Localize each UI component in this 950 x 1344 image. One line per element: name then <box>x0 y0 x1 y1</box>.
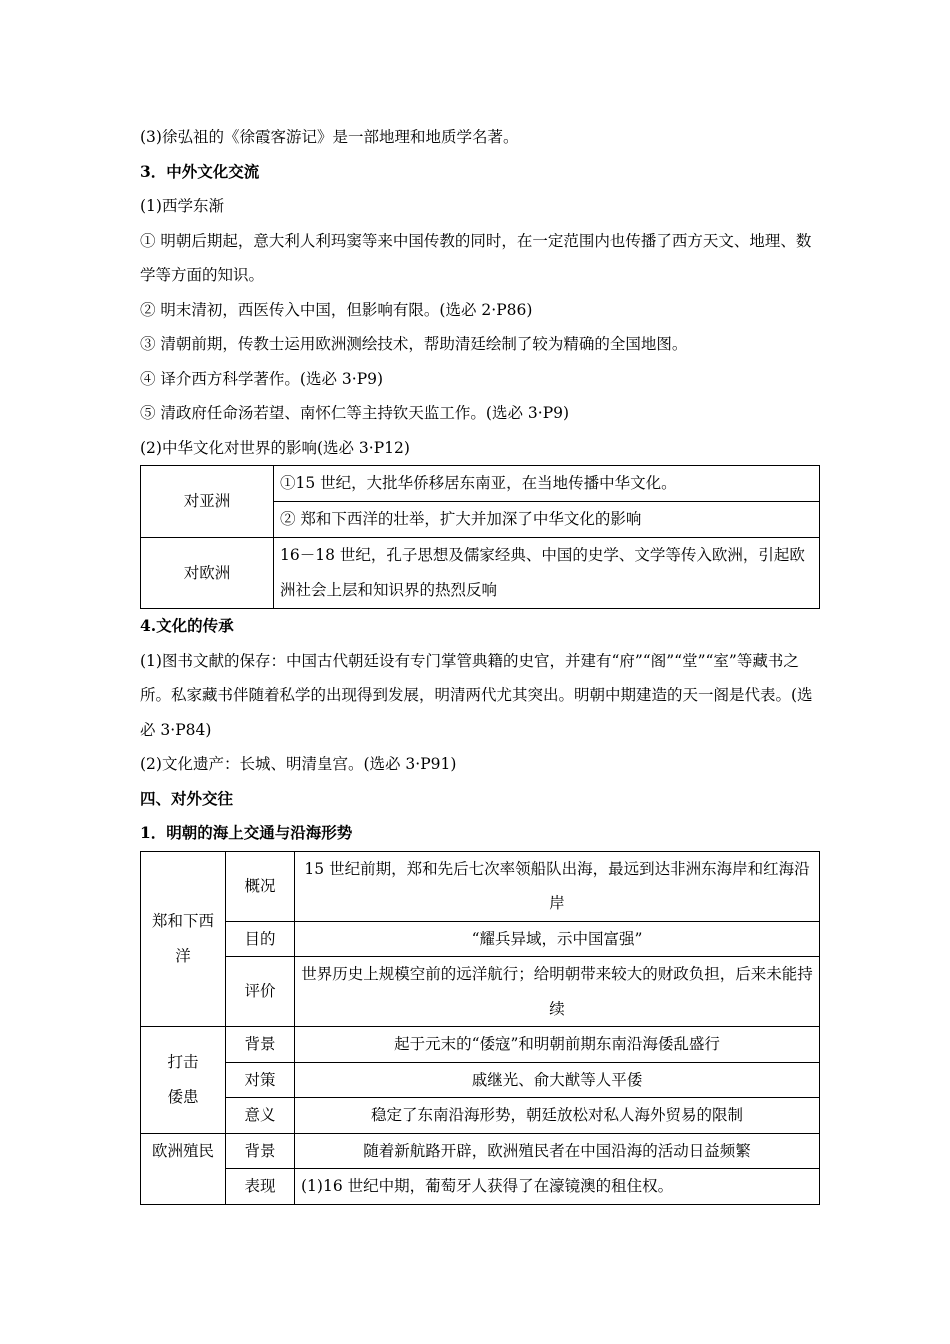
subheading-western-learning: (1)西学东渐 <box>140 197 224 215</box>
overview-label: 概况 <box>226 851 295 921</box>
asia-cell-1: ①15 世纪，大批华侨移居东南亚，在当地传播中华文化。 <box>274 466 820 502</box>
influence-table <box>140 465 820 609</box>
table-row <box>141 957 820 1027</box>
wokou-policy-label: 对策 <box>226 1062 295 1098</box>
maritime-table <box>140 851 820 1205</box>
table-row <box>141 1027 820 1063</box>
asia-cell-2: ② 郑和下西洋的壮举，扩大并加深了中华文化的影响 <box>274 502 820 538</box>
table-row <box>141 921 820 957</box>
table-row <box>141 1169 820 1205</box>
heading-cultural-exchange: 3．中外文化交流 <box>140 161 260 181</box>
zhenghe-label: 郑和下西洋 <box>141 851 226 1027</box>
table-row <box>141 1098 820 1134</box>
colonial-background-label: 背景 <box>226 1133 295 1169</box>
colonial-manifestation-label: 表现 <box>226 1169 295 1205</box>
wokou-meaning-label: 意义 <box>226 1098 295 1134</box>
list-item-2: ② 明末清初，西医传入中国，但影响有限。(选必 2·P86) <box>140 300 533 319</box>
wokou-background-label: 背景 <box>226 1027 295 1063</box>
list-item-3: ③ 清朝前期，传教士运用欧洲测绘技术，帮助清廷绘制了较为精确的全国地图。 <box>140 335 688 353</box>
heading-cultural-heritage: 4.文化的传承 <box>140 616 234 635</box>
evaluation-label: 评价 <box>226 957 295 1027</box>
paragraph-book-preservation: (1)图书文献的保存：中国古代朝廷设有专门掌管典籍的史官，并建有“府”“阁”“堂”“室”等藏书之所。私家藏书伴随着私学的出现得到发展，明清两代尤其突出。明朝中期建造的天一阁是代表。(选必 3·P84) <box>140 651 813 739</box>
list-item-4: ④ 译介西方科学著作。(选必 3·P9) <box>140 369 384 388</box>
purpose-cell: “耀兵异域，示中国富强” <box>295 921 820 957</box>
wokou-label: 打击倭患 <box>141 1027 226 1134</box>
paragraph-cultural-relics: (2)文化遗产：长城、明清皇宫。(选必 3·P91) <box>140 755 457 773</box>
europe-cell: 16－18 世纪，孔子思想及儒家经典、中国的史学、文学等传入欧洲，引起欧洲社会上层和知识界的热烈反响 <box>274 538 820 609</box>
colonial-label: 欧洲殖民 <box>141 1133 226 1204</box>
wokou-policy-cell: 戚继光、俞大猷等人平倭 <box>295 1062 820 1098</box>
colonial-manifestation-cell: (1)16 世纪中期，葡萄牙人获得了在濠镜澳的租住权。 <box>295 1169 820 1205</box>
heading-maritime: 1．明朝的海上交通与沿海形势 <box>140 823 353 842</box>
evaluation-cell: 世界历史上规模空前的远洋航行；给明朝带来较大的财政负担，后来未能持续 <box>295 957 820 1027</box>
paragraph-xuhongzu: (3)徐弘祖的《徐霞客游记》是一部地理和地质学名著。 <box>140 128 519 146</box>
overview-cell: 15 世纪前期，郑和先后七次率领船队出海，最远到达非洲东海岸和红海沿岸 <box>295 851 820 921</box>
list-item-5: ⑤ 清政府任命汤若望、南怀仁等主持钦天监工作。(选必 3·P9) <box>140 404 570 422</box>
table-row <box>141 538 820 609</box>
heading-foreign-relations: 四、对外交往 <box>140 788 234 808</box>
table-row <box>141 1062 820 1098</box>
purpose-label: 目的 <box>226 921 295 957</box>
table-row <box>141 466 820 502</box>
asia-label: 对亚洲 <box>141 466 274 538</box>
table-row <box>141 1133 820 1169</box>
table-row <box>141 851 820 921</box>
wokou-meaning-cell: 稳定了东南沿海形势，朝廷放松对私人海外贸易的限制 <box>295 1098 820 1134</box>
list-item-1: ① 明朝后期起，意大利人利玛窦等来中国传教的同时，在一定范围内也传播了西方天文、地理、数学等方面的知识。 <box>140 231 812 284</box>
colonial-background-cell: 随着新航路开辟，欧洲殖民者在中国沿海的活动日益频繁 <box>295 1133 820 1169</box>
wokou-background-cell: 起于元末的“倭寇”和明朝前期东南沿海倭乱盛行 <box>295 1027 820 1063</box>
subheading-chinese-influence: (2)中华文化对世界的影响(选必 3·P12) <box>140 438 410 457</box>
document-page <box>140 120 820 1205</box>
europe-label: 对欧洲 <box>141 538 274 609</box>
